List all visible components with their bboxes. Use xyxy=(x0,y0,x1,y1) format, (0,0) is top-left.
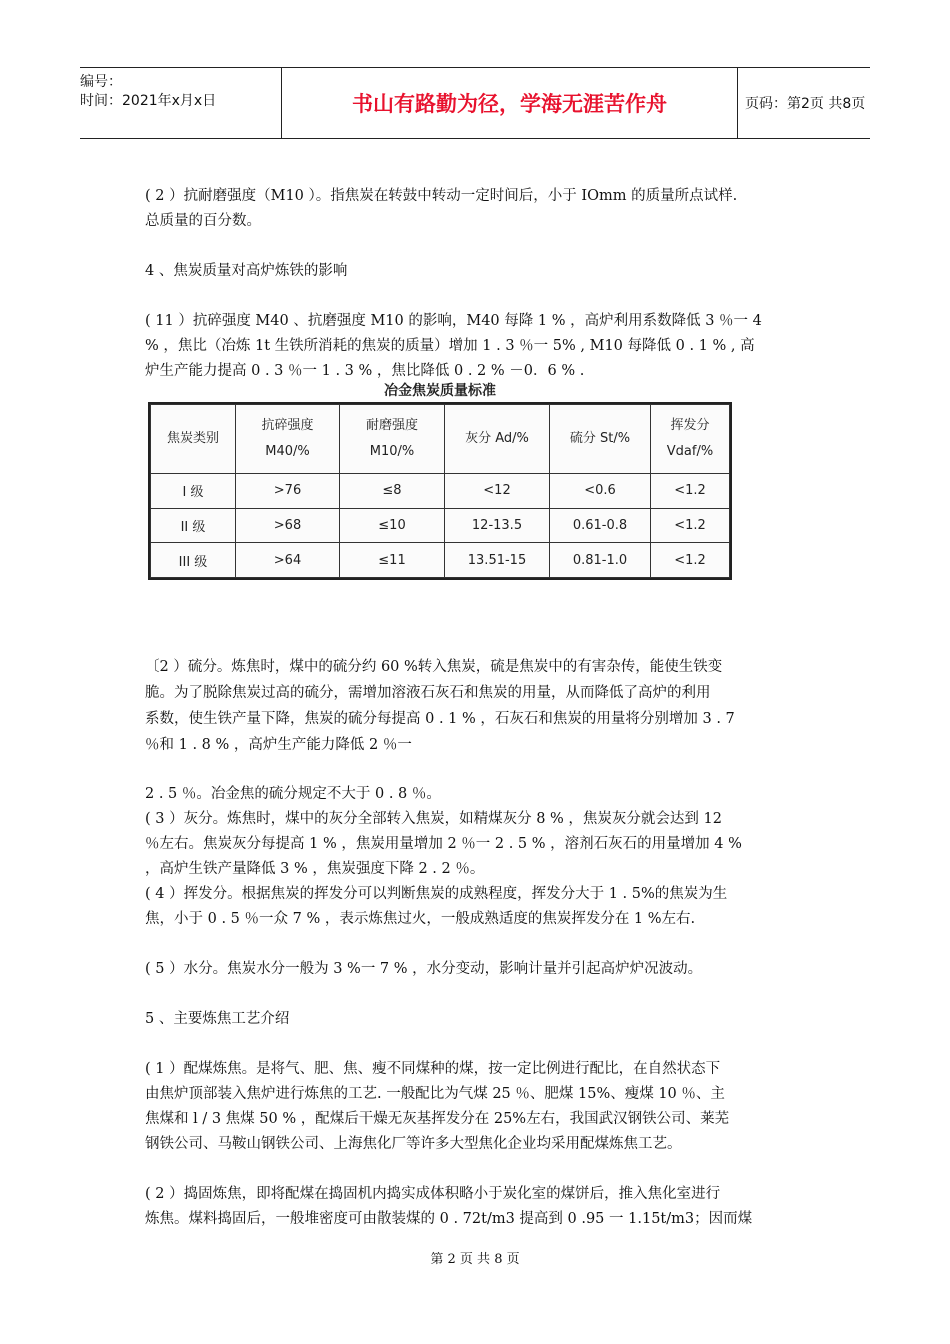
cell-volatile: <1.2 xyxy=(651,474,730,509)
paragraph-line: 脆。为了脱除焦炭过高的硫分，需增加溶液石灰石和焦炭的用量，从而降低了高炉的利用 xyxy=(145,685,711,701)
paragraph-line: 总质量的百分数。 xyxy=(145,213,261,229)
paragraph-line: ( 5 ）水分。焦炭水分一般为 3 %一 7 % ，水分变动，影响计量并引起高炉炉况波动。 xyxy=(145,961,703,977)
quality-table xyxy=(150,404,730,578)
paragraph-line: ( 11 ）抗碎强度 M40 、抗磨强度 M10 的影响，M40 每降 1 % ，高炉利用系数降低 3 ％一 4 xyxy=(145,313,762,329)
cell-m40: >68 xyxy=(236,508,340,543)
cell-grade: III 级 xyxy=(151,543,236,578)
cell-ash: 13.51-15 xyxy=(445,543,550,578)
header-m10-unit: M10/% xyxy=(369,444,415,459)
coke-quality-table xyxy=(148,402,732,580)
cell-m10: ≤10 xyxy=(340,508,445,543)
table-row xyxy=(151,474,730,509)
header-m10 xyxy=(340,405,445,474)
cell-sulfur: 0.61-0.8 xyxy=(550,508,651,543)
header-m40-unit: M40/% xyxy=(265,444,310,459)
cell-m40: >76 xyxy=(236,474,340,509)
paragraph-line: ( 3 ）灰分。炼焦时，煤中的灰分全部转入焦炭，如精煤灰分 8 % ，焦炭灰分就会达到 12 xyxy=(145,811,722,827)
paragraph-line: % ，焦比（冶炼 1t 生铁所消耗的焦炭的质量）增加 1 . 3 ％一 5% , M10 每降低 0 . 1 % , 高 xyxy=(145,338,755,354)
section-heading-5: 5 、主要炼焦工艺介绍 xyxy=(145,1011,290,1027)
time-label: 时间：2021年x月x日 xyxy=(80,93,217,109)
page-header xyxy=(80,67,870,139)
paragraph-line: ( 4 ）挥发分。根据焦炭的挥发分可以判断焦炭的成熟程度，挥发分大于 1 . 5%的焦炭为生 xyxy=(145,886,728,902)
header-sulfur: 硫分 St/% xyxy=(550,405,651,474)
cell-grade: II 级 xyxy=(151,508,236,543)
header-m40 xyxy=(236,405,340,474)
paragraph-line: 焦，小于 0 . 5 ％一众 7 % ，表示炼焦过火，一般成熟适度的焦炭挥发分在 1 %左右. xyxy=(145,911,696,927)
cell-grade: I 级 xyxy=(151,474,236,509)
table-row xyxy=(151,543,730,578)
header-page-info: 页码：第2页 共8页 xyxy=(745,96,866,112)
paragraph-line: 焦煤和 l / 3 焦煤 50 % ，配煤后干燥无灰基挥发分在 25%左右，我国武汉钢铁公司、莱芜 xyxy=(145,1111,730,1127)
paragraph-line: ( 2 ）抗耐磨强度（M10 ）。指焦炭在转鼓中转动一定时间后，小于 IOmm 的质量所点试样. xyxy=(145,188,738,204)
number-label: 编号： xyxy=(80,74,122,90)
table-title: 冶金焦炭质量标准 xyxy=(384,383,496,399)
header-volatile-title: 挥发分 xyxy=(670,418,710,433)
header-volatile-unit: Vdaf/% xyxy=(666,444,714,459)
table-header-row xyxy=(151,405,730,474)
paragraph-line: 由焦炉顶部装入焦炉进行炼焦的工艺. 一般配比为气煤 25 ％、肥煤 15%、瘦煤 10 ％、主 xyxy=(145,1086,725,1102)
cell-m10: ≤8 xyxy=(340,474,445,509)
paragraph-line: 〔2 ）硫分。炼焦时，煤中的硫分约 60 %转入焦炭，硫是焦炭中的有害杂传，能使生铁变 xyxy=(145,659,723,675)
paragraph-line: 炼焦。煤料捣固后，一般堆密度可由散装煤的 0 . 72t/m3 提高到 0 .95 一 1.15t/m3；因而煤 xyxy=(145,1211,753,1227)
paragraph-line: 2 . 5 ％。冶金焦的硫分规定不大于 0 . 8 ％。 xyxy=(145,786,441,802)
cell-sulfur: <0.6 xyxy=(550,474,651,509)
cell-ash: 12-13.5 xyxy=(445,508,550,543)
paragraph-line: ( 1 ）配煤炼焦。是将气、肥、焦、瘦不同煤种的煤，按一定比例进行配比，在自然状态下 xyxy=(145,1061,721,1077)
section-heading-4: 4 、焦炭质量对高炉炼铁的影响 xyxy=(145,263,348,279)
table-row xyxy=(151,508,730,543)
paragraph-line: 系数，使生铁产量下降，焦炭的硫分每提高 0 . 1 % ，石灰石和焦炭的用量将分别增加 3 . 7 xyxy=(145,711,735,727)
paragraph-line: ％左右。焦炭灰分每提高 1 % ，焦炭用量增加 2 ％一 2 . 5 % ，溶剂石灰石的用量增加 4 % xyxy=(145,836,742,852)
cell-volatile: <1.2 xyxy=(651,543,730,578)
motto: 书山有路勤为径，学海无涯苦作舟 xyxy=(282,68,738,138)
page-footer: 第 2 页 共 8 页 xyxy=(430,1252,520,1267)
header-m40-title: 抗碎强度 xyxy=(261,418,314,433)
cell-m10: ≤11 xyxy=(340,543,445,578)
paragraph-line: ( 2 ）捣固炼焦，即将配煤在捣固机内捣实成体积略小于炭化室的煤饼后，推入焦化室进行 xyxy=(145,1186,721,1202)
cell-ash: <12 xyxy=(445,474,550,509)
cell-volatile: <1.2 xyxy=(651,508,730,543)
header-grade: 焦炭类别 xyxy=(151,405,236,474)
paragraph-line: ，高炉生铁产量降低 3 % ，焦炭强度下降 2 . 2 ％。 xyxy=(145,861,485,877)
header-m10-title: 耐磨强度 xyxy=(365,418,418,433)
paragraph-line: ％和 1 . 8 % ，高炉生产能力降低 2 ％一 xyxy=(145,737,412,753)
header-ash: 灰分 Ad/% xyxy=(445,405,550,474)
cell-sulfur: 0.81-1.0 xyxy=(550,543,651,578)
cell-m40: >64 xyxy=(236,543,340,578)
header-volatile xyxy=(651,405,730,474)
paragraph-line: 炉生产能力提高 0 . 3 ％一 1 . 3 % ，焦比降低 0 . 2 % －0．6 % . xyxy=(145,363,585,379)
header-left-cell xyxy=(80,68,282,138)
paragraph-line: 钢铁公司、马鞍山钢铁公司、上海焦化厂等许多大型焦化企业均采用配煤炼焦工艺。 xyxy=(145,1136,682,1152)
